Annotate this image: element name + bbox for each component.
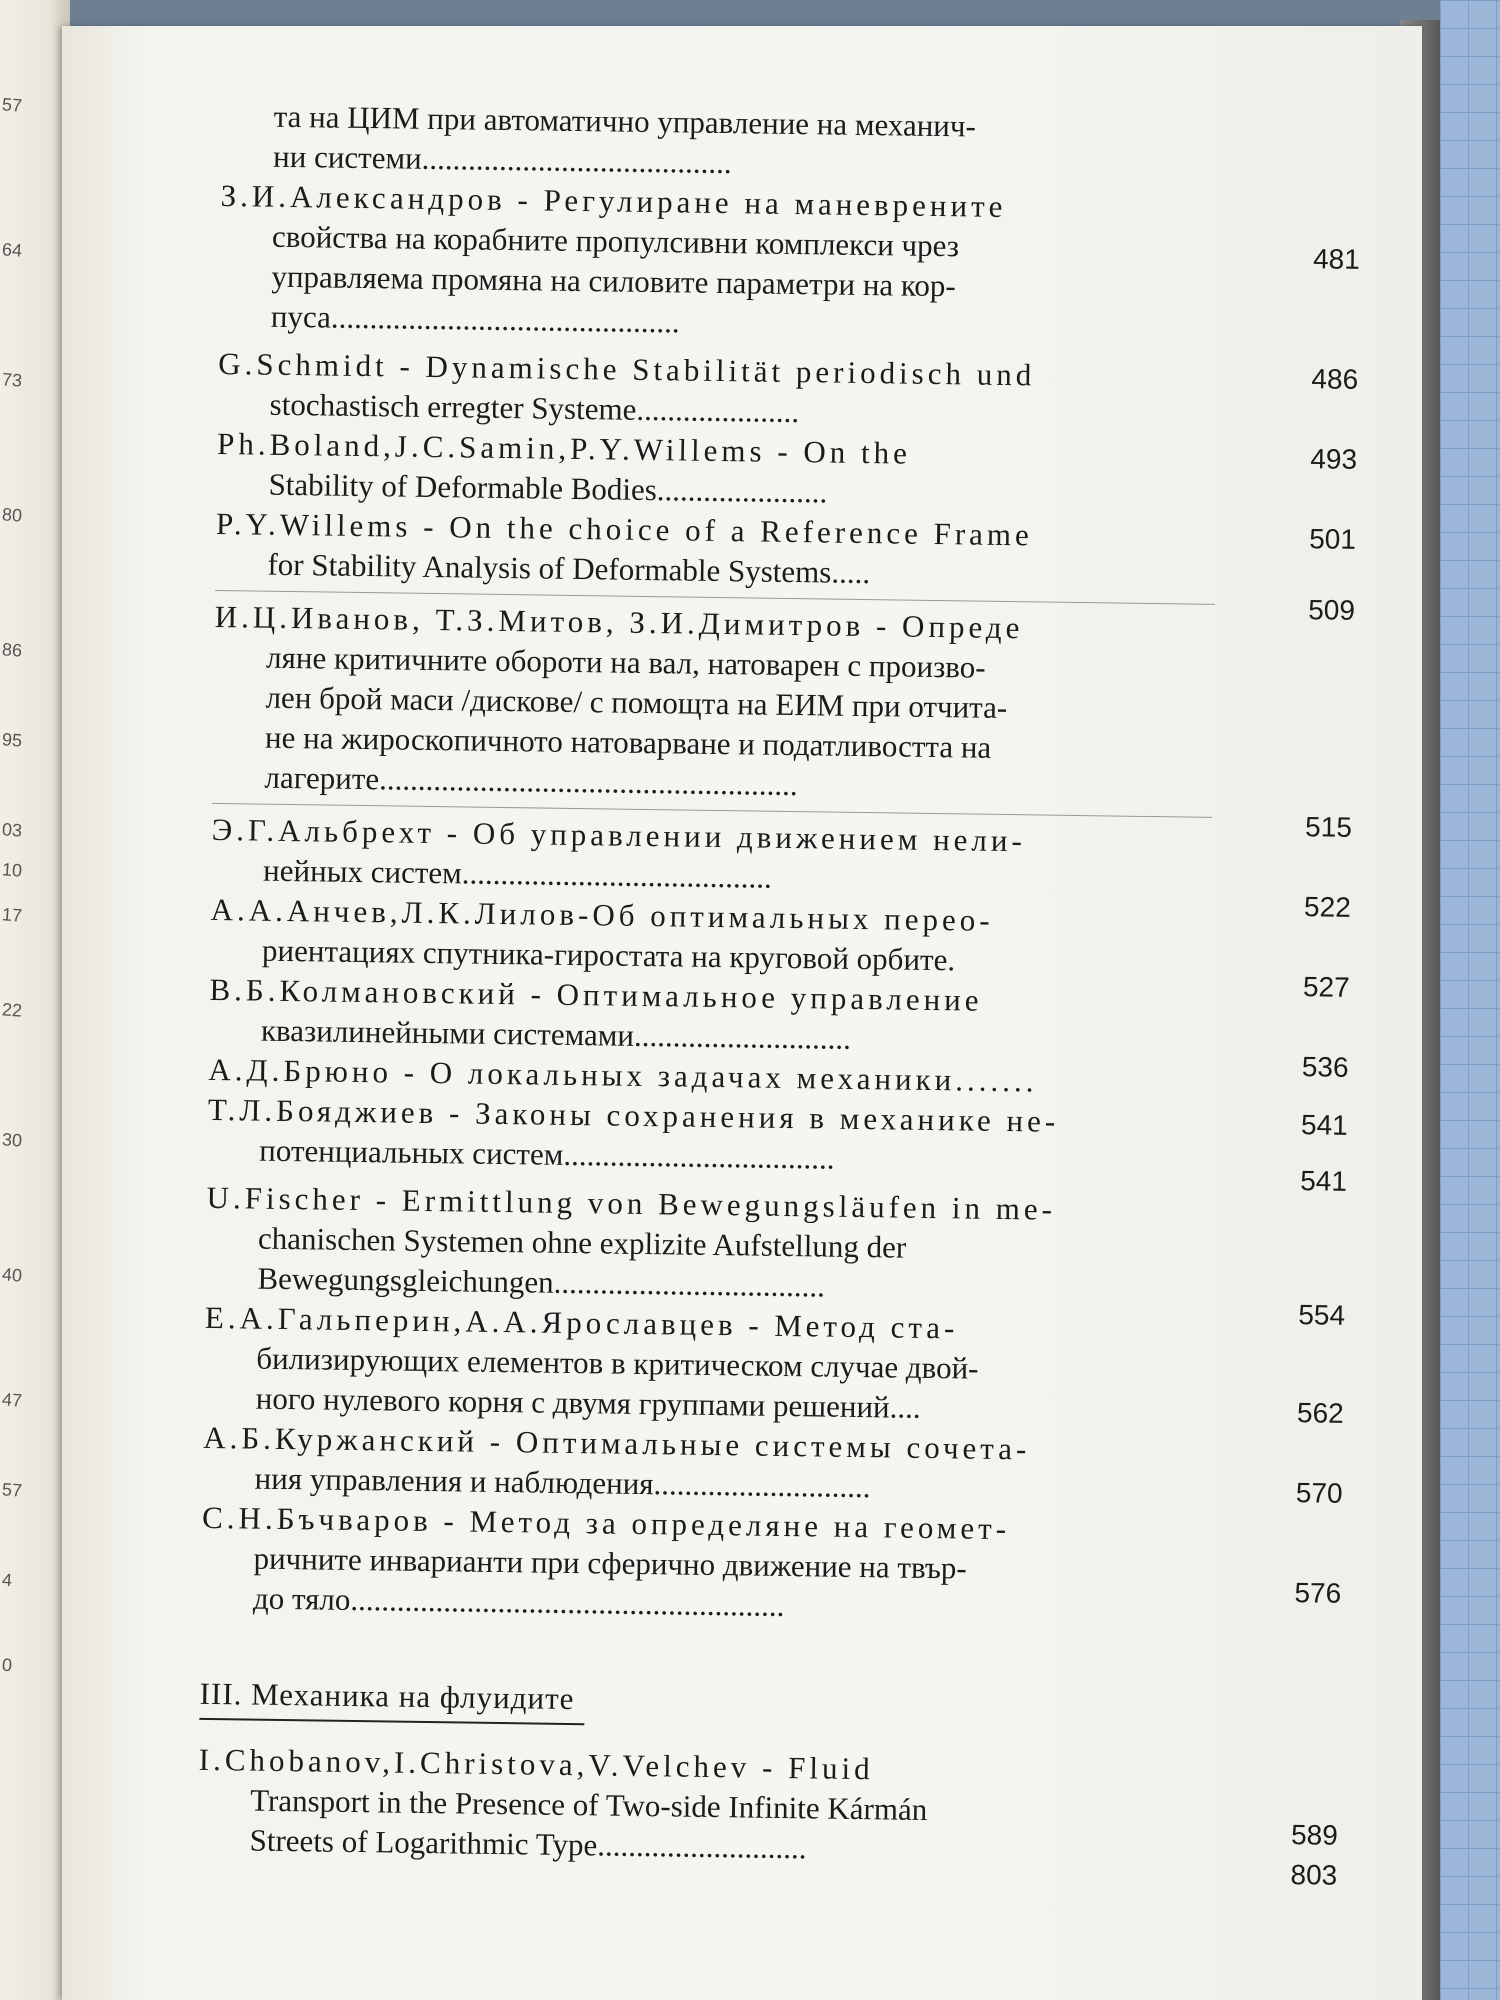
facing-page-number: 10 (1, 859, 23, 881)
page-number: 493 (1310, 443, 1358, 475)
facing-page-number: 40 (1, 1264, 23, 1286)
toc-entry (217, 344, 1359, 439)
toc-entry (221, 96, 1332, 191)
facing-page-number: 47 (1, 1389, 23, 1411)
entry-line: Е.А.Гальперин,А.А.Ярославцев - Метод ста- (204, 1299, 959, 1346)
toc-entry (216, 424, 1358, 519)
facing-page-number: 57 (1, 94, 23, 116)
facing-page-number: 73 (1, 369, 23, 391)
entry-line: И.Ц.Иванов, Т.З.Митов, З.И.Димитров - Опреде (214, 598, 1024, 646)
entry-line: Transport in the Presence of Two-side Infinite Kármán (249, 1782, 928, 1828)
entry-line: В.Б.Колмановский - Оптимальное управление (209, 971, 983, 1018)
toc-entry (205, 1165, 1348, 1313)
entry-line: лагерите...................................................... (264, 759, 798, 803)
page-number: 522 (1303, 891, 1351, 923)
entry-line: до тяло........................................................ (252, 1580, 785, 1623)
entry-line: ного нулевого корня с двумя группами решений.... (255, 1380, 921, 1425)
facing-page-number: 0 (1, 1654, 13, 1676)
grid-mat (1440, 0, 1500, 2000)
toc-entry (209, 970, 1350, 1065)
page-number: 589 (1290, 1819, 1339, 1851)
entry-line: ни системи........................................ (272, 138, 732, 181)
toc-entry (219, 176, 1361, 351)
page-number: 541 (1300, 1165, 1348, 1197)
toc-entry (212, 594, 1356, 812)
entry-line: I.Chobanov,I.Christova,V.Velchev - Fluid (198, 1741, 874, 1787)
facing-page-number: 57 (1, 1479, 23, 1501)
section-heading: III. Механика на флуидите (199, 1674, 584, 1725)
entry-line: Э.Г.Альбрехт - Об управлении движением нели- (211, 811, 1027, 859)
entry-line: свойства на корабните пропулсивни комплекси чрез (271, 218, 960, 264)
page-number: 515 (1304, 811, 1353, 843)
entry-line: Streets of Logarithmic Type........................... (249, 1822, 807, 1866)
entry-line: Stability of Deformable Bodies...................... (268, 466, 828, 510)
facing-page-number: 86 (1, 639, 23, 661)
entry-line: А.А.Анчев,Л.К.Лилов-Об оптимальных перео- (210, 891, 994, 938)
page-number: 803 (1290, 1859, 1338, 1891)
page-number: 486 (1311, 363, 1359, 395)
entry-line: stochastisch erregter Systeme..................... (269, 386, 800, 430)
page-number: 541 (1300, 1109, 1348, 1141)
page-number: 570 (1295, 1477, 1343, 1509)
entry-line: А.Д.Брюно - О локальных задачах механики....... (208, 1051, 1038, 1099)
page-number: 562 (1296, 1397, 1344, 1429)
entry-line: Т.Л.Бояджиев - Законы сохранения в механике не- (207, 1091, 1060, 1139)
entry-line: та на ЦИМ при автоматично управление на механич- (273, 98, 977, 144)
facing-page-number: 95 (1, 729, 23, 751)
toc-entry (210, 890, 1351, 985)
entry-line: ляне критичните обороти на вал, натоварен с произво- (265, 639, 986, 685)
entry-line: пуса............................................. (270, 298, 680, 340)
entry-line: U.Fischer - Ermittlung von Bewegungsläufen in me- (206, 1179, 1057, 1227)
entry-line: управляема промяна на силовите параметри на кор- (271, 258, 956, 304)
page-number: 527 (1302, 971, 1350, 1003)
page-number: 481 (1312, 243, 1361, 275)
entry-line: нейных систем........................................ (262, 852, 773, 895)
entry-line: потенциальных систем................................... (259, 1132, 835, 1176)
entry-line: Bewegungsgleichungen................................... (257, 1260, 826, 1304)
book-page (62, 26, 1422, 2000)
entry-line: билизирующих елементов в критическом случае двой- (256, 1340, 979, 1386)
facing-page-number: 64 (1, 239, 23, 261)
page-number: 576 (1294, 1577, 1342, 1609)
facing-page-number: 17 (1, 904, 23, 926)
entry-line: Ph.Boland,J.C.Samin,P.Y.Willems - On the (216, 425, 912, 471)
entry-line: лен брой маси /дискове/ с помощта на ЕИМ при отчита- (265, 679, 1008, 726)
table-of-contents (197, 96, 1361, 1891)
entry-line: квазилинейными системами............................ (260, 1012, 852, 1056)
toc-entry (215, 504, 1357, 599)
facing-page-number: 22 (1, 999, 23, 1021)
facing-page-number: 80 (1, 504, 23, 526)
entry-line: for Stability Analysis of Deformable Systems..... (267, 546, 871, 591)
entry-line: P.Y.Willems - On the choice of a Reference Frame (215, 505, 1034, 553)
facing-page-number: 03 (1, 819, 23, 841)
entry-line: chanischen Systemen ohne explizite Aufstellung der (257, 1220, 907, 1265)
entry-line: ния управления и наблюдения............................ (254, 1460, 871, 1505)
facing-page-number: 30 (1, 1129, 23, 1151)
page-number: 536 (1301, 1051, 1349, 1083)
page-number: 509 (1307, 594, 1356, 626)
entry-line: З.И.Александров - Регулиране на маневрените (220, 177, 1007, 224)
entry-line: ричните инварианти при сферично движение на твър- (253, 1540, 967, 1586)
entry-line: G.Schmidt - Dynamische Stabilität periodisch und (218, 345, 1036, 393)
entry-line: А.Б.Куржанский - Оптимальные системы сочета- (203, 1419, 1031, 1467)
page-number: 501 (1308, 523, 1357, 555)
entry-line: С.Н.Бъчваров - Метод за определяне на геомет- (201, 1499, 1011, 1547)
entry-line: не на жироскопичното натоварване и податливостта на (264, 719, 992, 765)
left-facing-page (0, 0, 70, 2000)
entry-line: риентациях спутника-гиростата на круговой орбите. (261, 932, 956, 978)
toc-entry (207, 1090, 1348, 1185)
toc-entry (197, 1740, 1339, 1891)
facing-page-number: 4 (1, 1569, 13, 1591)
toc-entry (211, 810, 1353, 905)
page-number: 554 (1298, 1299, 1346, 1331)
